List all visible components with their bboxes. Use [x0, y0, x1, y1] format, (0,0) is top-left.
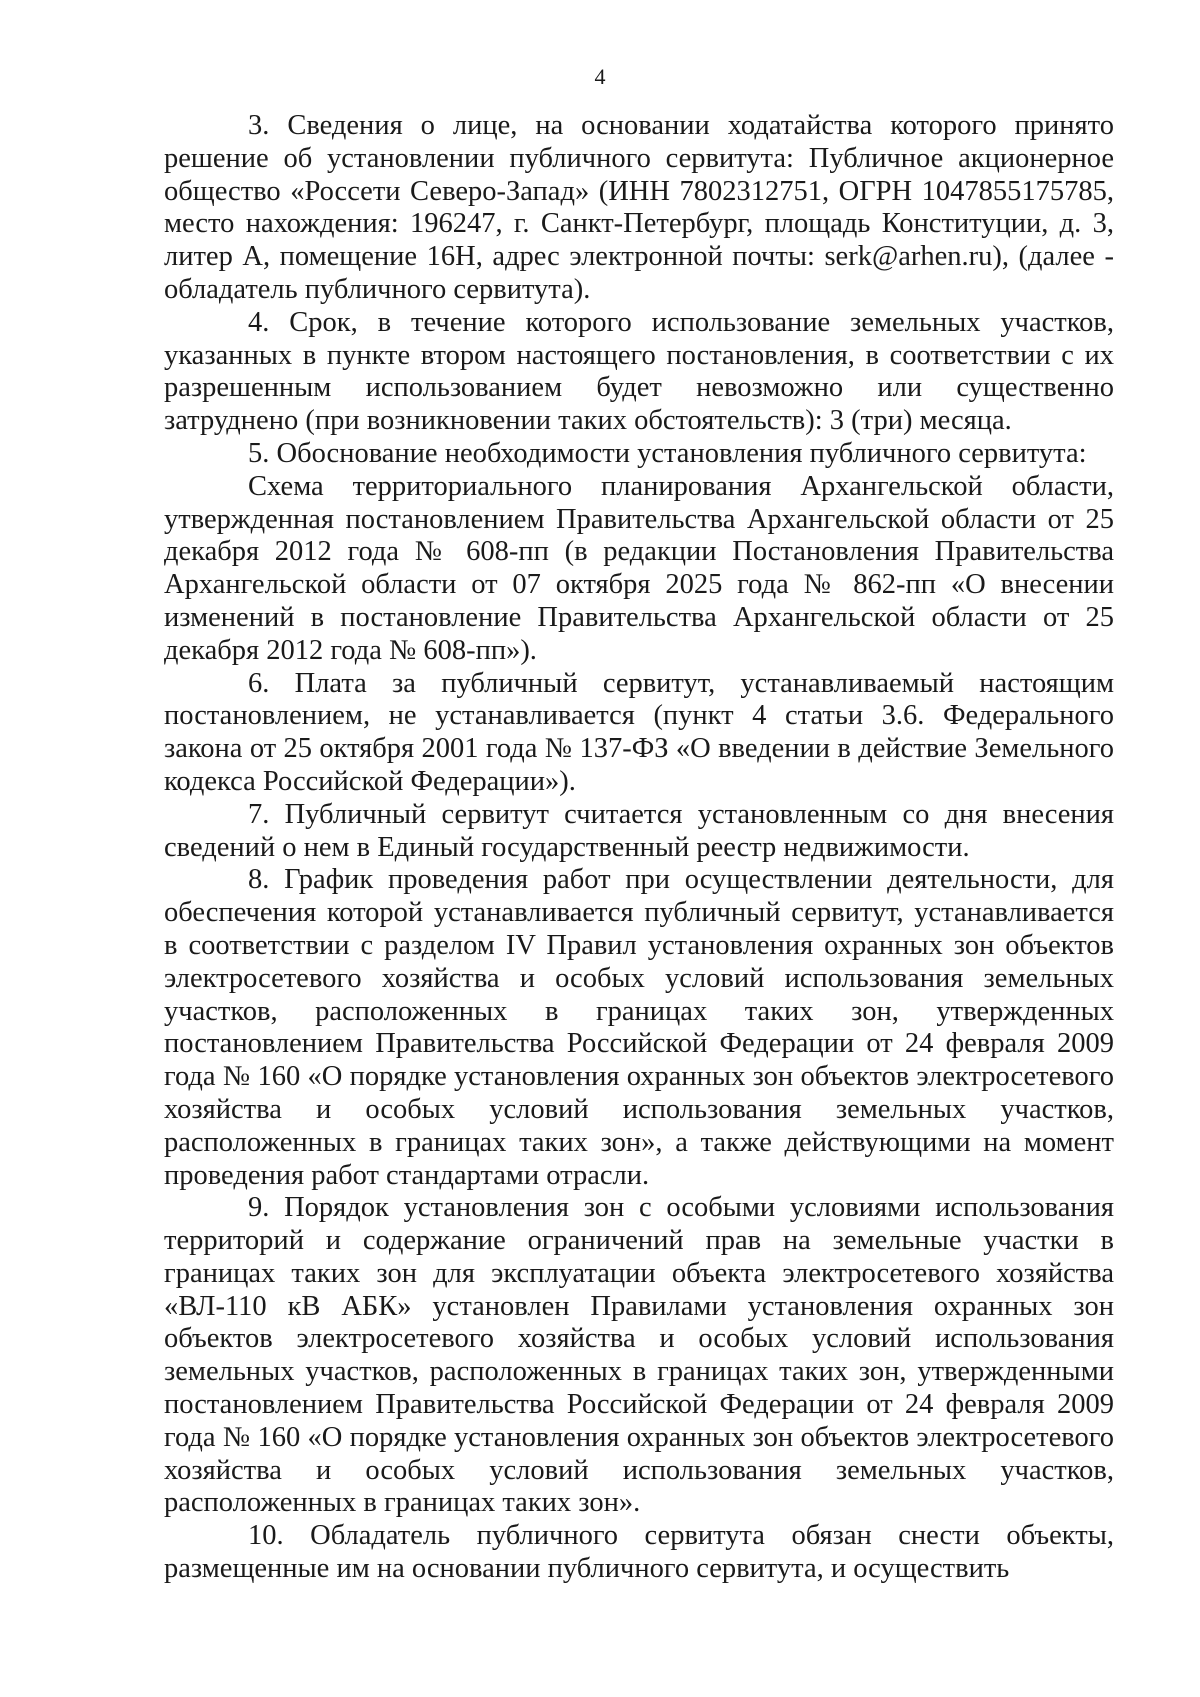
paragraph-5-justification-heading: 5. Обоснование необходимости установления публичного сервитута:: [248, 437, 1087, 469]
paragraph-3-applicant-info: 3. Сведения о лице, на основании ходатайства которого принято решение об установлении публичного сервитута: Публичное акционерное общество «Россети Северо-Запад» (ИНН 7802312751, ОГРН 1047855175785, место нахождения: 196247, г. Санкт-Петербург, площадь Конституции, д. 3, литер А, помещение 16Н, адрес электронной почты: serk@arhen.ru), (далее - обладатель публичного сервитута).: [164, 110, 1114, 305]
page-number: 4: [594, 64, 606, 89]
paragraph-4-term: 4. Срок, в течение которого использование земельных участков, указанных в пункте втором настоящего постановления, в соответствии с их разрешенным использованием будет невозможно или существенно затруднено (при возникновении таких обстоятельств): 3 (три) месяца.: [164, 306, 1114, 437]
paragraph-5-justification-text: Схема территориального планирования Архангельской области, утвержденная постановлением Правительства Архангельской области от 25 декабря 2012 года № 608-пп (в редакции Постановления Правительства Архангельской области от 07 октября 2025 года № 862-пп «О внесении изменений в постановление Правительства Архангельской области от 25 декабря 2012 года № 608-пп»).: [164, 470, 1114, 666]
paragraph-8-work-schedule: 8. График проведения работ при осуществлении деятельности, для обеспечения которой устанавливается публичный сервитут, устанавливается в соответствии с разделом IV Правил установления охранных зон объектов электросетевого хозяйства и особых условий использования земельных участков, расположенных в границах таких зон, утвержденных постановлением Правительства Российской Федерации от 24 февраля 2009 года № 160 «О порядке установления охранных зон объектов электросетевого хозяйства и особых условий использования земельных участков, расположенных в границах таких зон», а также действующими на момент проведения работ стандартами отрасли.: [164, 864, 1114, 1191]
paragraph-9-zone-procedure: 9. Порядок установления зон с особыми условиями использования территорий и содержание ограничений прав на земельные участки в границах таких зон для эксплуатации объекта электросетевого хозяйства «ВЛ-110 кВ АБК» установлен Правилами установления охранных зон объектов электросетевого хозяйства и особых условий использования земельных участков, расположенных в границах таких зон, утвержденными постановлением Правительства Российской Федерации от 24 февраля 2009 года № 160 «О порядке установления охранных зон объектов электросетевого хозяйства и особых условий использования земельных участков, расположенных в границах таких зон».: [164, 1192, 1114, 1519]
paragraph-10-obligations: 10. Обладатель публичного сервитута обязан снести объекты, размещенные им на основании публичного сервитута, и осуществить: [164, 1520, 1114, 1585]
document-body: [164, 110, 1114, 1586]
paragraph-6-fee: 6. Плата за публичный сервитут, устанавливаемый настоящим постановлением, не устанавливается (пункт 4 статьи 3.6. Федерального закона от 25 октября 2001 года № 137-ФЗ «О введении в действие Земельного кодекса Российской Федерации»).: [164, 667, 1114, 797]
paragraph-7-effective-date: 7. Публичный сервитут считается установленным со дня внесения сведений о нем в Единый государственный реестр недвижимости.: [164, 798, 1114, 863]
